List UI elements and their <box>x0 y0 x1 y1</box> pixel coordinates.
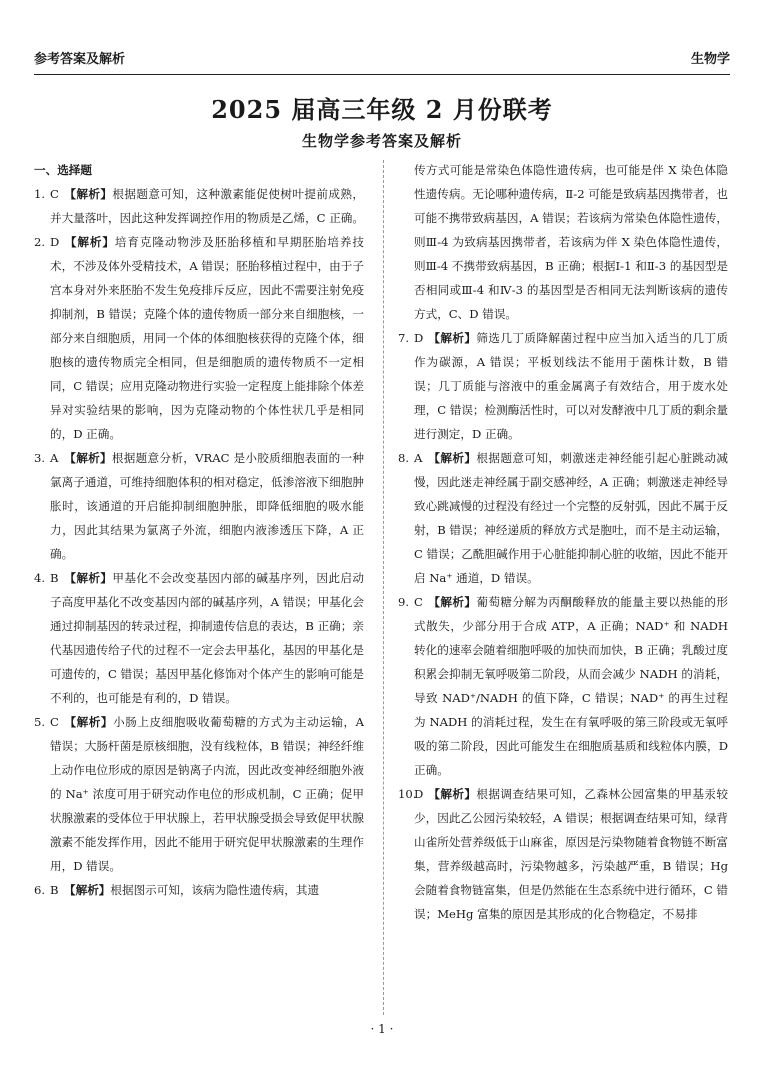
right-answer-list <box>398 326 728 926</box>
page-subtitle: 生物学参考答案及解析 <box>301 132 462 150</box>
answer-item <box>34 566 364 710</box>
answer-item <box>398 782 728 926</box>
analysis-text: 根据调查结果可知，乙森林公园富集的甲基汞较少，因此乙公园污染较轻，A 错误；根据调查结果可知，绿背山雀所处营养级低于山麻雀，原因是污染物随着食物链不断富集，营养级越高时，污染物越多，污染越严重，B 错误；Hg 会随着食物链富集，但是仍然能在生态系统中进行循环，C 错误；MeHg 富集的原因是其形成的化合物稳定，不易排 <box>414 787 728 921</box>
page-title: 2025 届高三年级 2 月份联考 <box>211 95 553 124</box>
analysis-tag: 【解析】 <box>64 187 113 201</box>
answer-item <box>34 182 364 230</box>
question-number: 2. <box>34 235 46 249</box>
answer-letter: D <box>414 331 424 345</box>
header-subject-label: 生物学 <box>690 52 730 67</box>
analysis-tag: 【解析】 <box>64 883 111 897</box>
question-number: 9. <box>398 595 410 609</box>
answer-item <box>398 446 728 590</box>
question-number: 5. <box>34 715 46 729</box>
left-column <box>34 158 364 902</box>
answer-item <box>34 230 364 446</box>
analysis-text: 甲基化不会改变基因内部的碱基序列，因此启动子高度甲基化不改变基因内部的碱基序列，A 错误；甲基化会通过抑制基因的转录过程，抑制遗传信息的表达，B 正确；亲代基因遗传给子代的过程不一定会去甲基化，基因的甲基化是可遗传的，C 错误；基因甲基化修饰对个体产生的影响可能是不利的，也可能是有利的，D 错误。 <box>50 571 364 705</box>
analysis-tag: 【解析】 <box>428 451 477 465</box>
analysis-tag: 【解析】 <box>428 787 477 801</box>
section-title: 一、选择题 <box>34 163 92 177</box>
answer-letter: A <box>50 451 59 465</box>
analysis-text: 根据图示可知，该病为隐性遗传病，其遗 <box>110 883 320 897</box>
answer-letter: D <box>50 235 60 249</box>
analysis-text: 筛选几丁质降解菌过程中应当加入适当的几丁质作为碳源，A 错误；平板划线法不能用于菌株计数，B 错误；几丁质能与溶液中的重金属离子有效结合，用于废水处理，C 错误；检测酶活性时，可以对发酵液中几丁质的剩余量进行测定，D 正确。 <box>414 331 728 441</box>
answer-item <box>398 590 728 782</box>
analysis-text: 根据题意可知，这种激素能促使树叶提前成熟，并大量落叶，因此这种发挥调控作用的物质是乙烯，C 正确。 <box>50 187 364 225</box>
answer-letter: C <box>50 187 59 201</box>
analysis-tag: 【解析】 <box>428 331 477 345</box>
question-number: 6. <box>34 883 46 897</box>
analysis-tag: 【解析】 <box>64 571 113 585</box>
page-header <box>34 48 730 72</box>
header-rule <box>34 74 730 75</box>
header-left-label: 参考答案及解析 <box>34 52 126 67</box>
column-divider <box>383 160 384 1015</box>
answer-letter: A <box>414 451 423 465</box>
analysis-text: 根据题意分析，VRAC 是小胶质细胞表面的一种氯离子通道，可维持细胞体积的相对稳定，低渗溶液下细胞肿胀时，该通道的开启能抑制细胞肿胀，即降低细胞的吸水能力，因此其结果为氯离子外流，细胞内液渗透压下降，A 正确。 <box>50 451 364 561</box>
answer-item <box>34 446 364 566</box>
analysis-text: 根据题意可知，刺激迷走神经能引起心脏跳动减慢，因此迷走神经属于副交感神经，A 正确；刺激迷走神经导致心跳减慢的过程没有经过一个完整的反射弧，因此不属于反射，B 错误；神经递质的释放方式是胞吐，而不是主动运输，C 错误；乙酰胆碱作用于心脏能抑制心脏的收缩，因此不能开启 Na⁺ 通道，D 错误。 <box>414 451 728 585</box>
answer-item <box>34 878 364 902</box>
answer-item <box>34 710 364 878</box>
answer-letter: D <box>414 787 424 801</box>
question-number: 7. <box>398 331 410 345</box>
left-answer-list <box>34 182 364 902</box>
question-number: 1. <box>34 187 46 201</box>
answer-letter: C <box>414 595 423 609</box>
question-number: 10. <box>398 787 417 801</box>
answer-item <box>398 326 728 446</box>
page-number: · 1 · <box>370 1022 394 1036</box>
right-column <box>398 158 728 926</box>
continued-paragraph: 传方式可能是常染色体隐性遗传病，也可能是伴 X 染色体隐性遗传病。无论哪种遗传病，Ⅱ-2 可能是致病基因携带者，也可能不携带致病基因，A 错误；若该病为常染色体隐性遗传，则Ⅲ-4 为致病基因携带者，若该病为伴 X 染色体隐性遗传，则Ⅲ-4 不携带致病基因，B 正确；根据Ⅰ-1 和Ⅱ-3 的基因型是否相同或Ⅲ-4 和Ⅳ-3 的基因型是否相同无法判断该病的遗传方式，C、D 错误。 <box>414 163 728 321</box>
analysis-text: 葡萄糖分解为丙酮酸释放的能量主要以热能的形式散失，少部分用于合成 ATP，A 正确；NAD⁺ 和 NADH 转化的速率会随着细胞呼吸的加快而加快，B 正确；乳酸过度积累会抑制无氧呼吸第二阶段，从而会减少 NADH 的消耗，导致 NAD⁺/NADH 的值下降，C 错误；NAD⁺ 的再生过程为 NADH 的消耗过程，发生在有氧呼吸的第三阶段或无氧呼吸的第二阶段，因此可能发生在细胞质基质和线粒体内膜，D 正确。 <box>414 595 728 777</box>
analysis-tag: 【解析】 <box>64 715 114 729</box>
analysis-tag: 【解析】 <box>64 235 115 249</box>
answer-letter: C <box>50 715 59 729</box>
answer-letter: B <box>50 571 59 585</box>
analysis-tag: 【解析】 <box>428 595 477 609</box>
analysis-tag: 【解析】 <box>64 451 112 465</box>
answer-letter: B <box>50 883 59 897</box>
analysis-text: 培育克隆动物涉及胚胎移植和早期胚胎培养技术，不涉及体外受精技术，A 错误；胚胎移植过程中，由于子宫本身对外来胚胎不发生免疫排斥反应，因此不需要注射免疫抑制剂，B 错误；克隆个体的遗传物质一部分来自细胞核，一部分来自细胞质，用同一个体的体细胞核获得的克隆个体，细胞核的遗传物质完全相同，但是细胞质的遗传物质不一定相同，C 错误；应用克隆动物进行实验一定程度上能排除个体差异对实验结果的影响，因为克隆动物的个体性状几乎是相同的，D 正确。 <box>50 235 364 441</box>
question-number: 4. <box>34 571 46 585</box>
analysis-text: 小肠上皮细胞吸收葡萄糖的方式为主动运输，A 错误；大肠杆菌是原核细胞，没有线粒体，B 错误；神经纤维上动作电位形成的原因是钠离子内流，因此改变神经细胞外液的 Na⁺ 浓度可用于研究动作电位的形成机制，C 正确；促甲状腺激素的受体位于甲状腺上，若甲状腺受损会导致促甲状腺激素不能发挥作用，因此不能用于研究促甲状腺激素的生理作用，D 错误。 <box>50 715 364 873</box>
question-number: 8. <box>398 451 410 465</box>
question-number: 3. <box>34 451 46 465</box>
